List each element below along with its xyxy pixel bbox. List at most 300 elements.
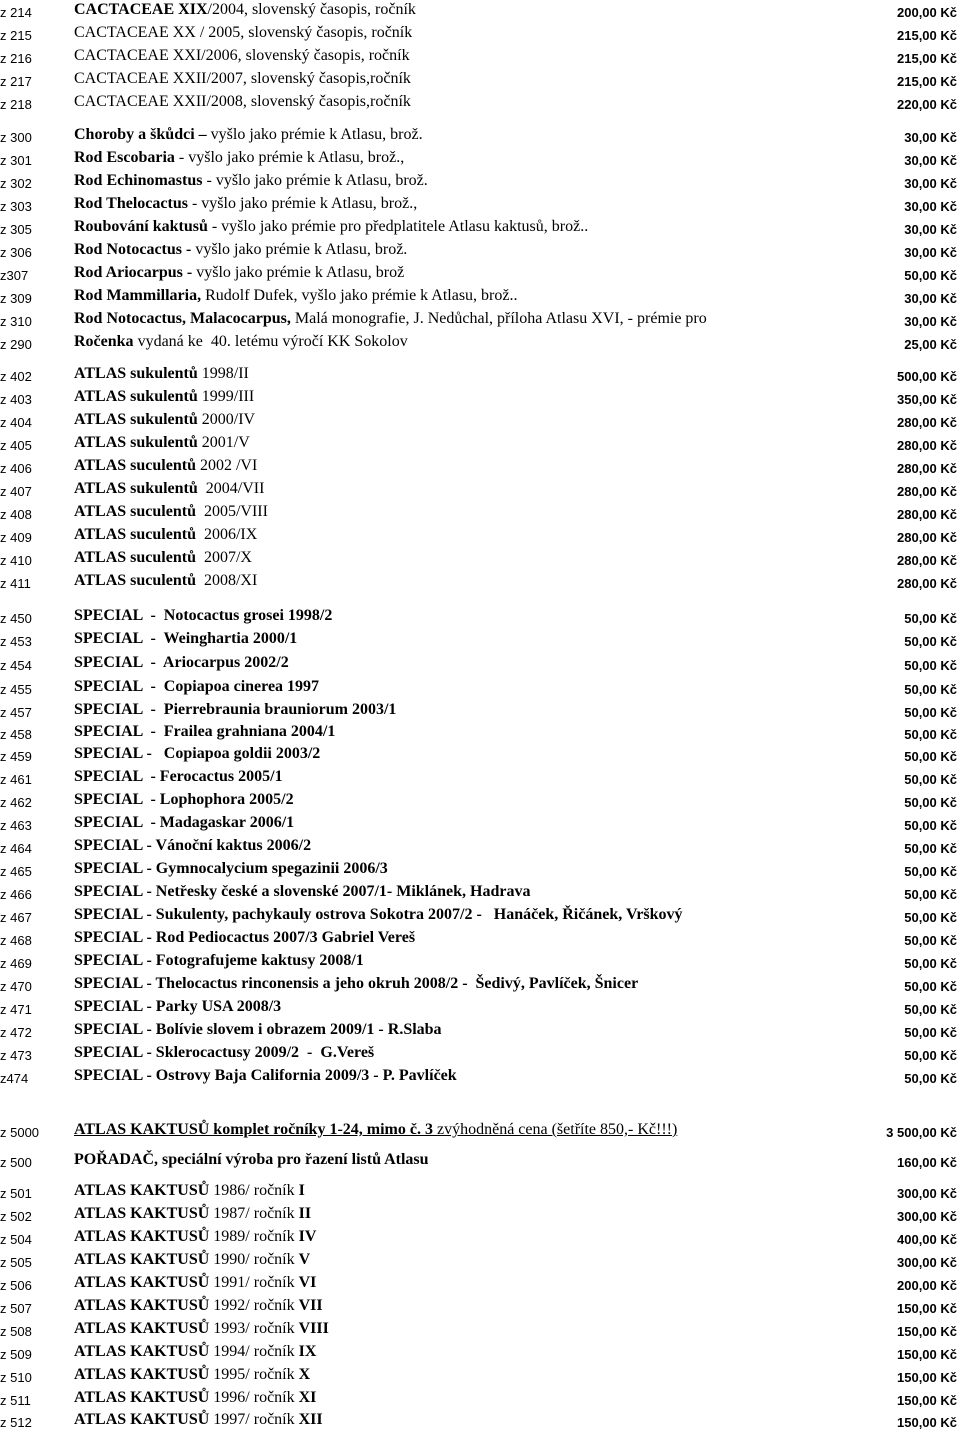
item-description <box>74 790 294 809</box>
item-description <box>74 1043 374 1062</box>
list-item <box>0 1410 960 1432</box>
item-description <box>74 571 257 590</box>
item-title: SPECIAL - Thelocactus rinconensis a jeho okruh 2008/2 - Šedivý, Pavlíček, Šnicer <box>74 975 639 992</box>
item-description <box>74 1066 457 1085</box>
item-code: z 305 <box>0 222 32 237</box>
item-code: z 507 <box>0 1301 32 1316</box>
item-description <box>74 92 411 111</box>
item-title: Rod Ariocarpus - <box>74 264 193 281</box>
item-description <box>74 364 249 383</box>
item-title: ATLAS sukulentů <box>74 480 198 497</box>
list-item <box>0 194 960 216</box>
item-note: 1990/ ročník <box>209 1251 299 1268</box>
item-volume: X <box>298 1366 311 1383</box>
item-title: Rod Echinomastus <box>74 172 203 189</box>
item-title: POŘADAČ, speciální výroba pro řazení listů Atlasu <box>74 1151 429 1168</box>
item-price: 215,00 Kč <box>897 74 957 89</box>
item-code: z 5000 <box>0 1125 40 1140</box>
item-title: Ročenka <box>74 333 134 350</box>
list-item <box>0 286 960 308</box>
item-description <box>74 0 416 19</box>
item-price: 50,00 Kč <box>904 1048 957 1063</box>
item-title: Rod Mammillaria, <box>74 287 202 304</box>
item-price: 350,00 Kč <box>897 392 957 407</box>
item-price: 280,00 Kč <box>897 530 957 545</box>
item-code: z 450 <box>0 611 32 626</box>
item-code: z 464 <box>0 841 32 856</box>
item-description <box>74 951 364 970</box>
item-note: 2002 /VI <box>195 457 258 474</box>
item-description <box>74 1342 316 1361</box>
item-description <box>74 171 428 190</box>
list-item <box>0 1043 960 1065</box>
list-item <box>0 951 960 973</box>
list-item <box>0 928 960 950</box>
item-code: z 457 <box>0 705 32 720</box>
item-volume: VI <box>298 1274 317 1291</box>
item-note: - vyšlo jako prémie pro předplatitele Atlasu kaktusů, brož.. <box>207 218 589 235</box>
item-code: z 463 <box>0 818 32 833</box>
item-volume: XII <box>298 1411 323 1428</box>
item-description <box>74 263 404 282</box>
list-item <box>0 309 960 331</box>
item-description <box>74 859 388 878</box>
item-code: z 465 <box>0 864 32 879</box>
item-note: 2007/X <box>195 549 252 566</box>
item-price: 30,00 Kč <box>904 314 957 329</box>
item-title: Rod Escobaria <box>74 149 175 166</box>
item-title: ATLAS suculentů <box>74 526 196 543</box>
item-description <box>74 1273 316 1292</box>
list-item <box>0 606 960 628</box>
item-description <box>74 1020 442 1039</box>
item-note: - vyšlo jako prémie k Atlasu, brož., <box>174 149 405 166</box>
item-price: 215,00 Kč <box>897 28 957 43</box>
item-title: SPECIAL - Lophophora 2005/2 <box>74 791 294 808</box>
item-description <box>74 653 289 672</box>
item-code: z 471 <box>0 1002 32 1017</box>
item-title: SPECIAL - Vánoční kaktus 2006/2 <box>74 837 312 854</box>
item-code: z 504 <box>0 1232 32 1247</box>
item-title: SPECIAL - Ferocactus 2005/1 <box>74 768 283 785</box>
item-price: 30,00 Kč <box>904 176 957 191</box>
list-item <box>0 46 960 68</box>
item-price: 150,00 Kč <box>897 1347 957 1362</box>
item-code: z 470 <box>0 979 32 994</box>
item-volume: VII <box>298 1297 323 1314</box>
list-item <box>0 0 960 22</box>
item-description <box>74 69 411 88</box>
item-title: SPECIAL - Madagaskar 2006/1 <box>74 814 295 831</box>
item-description <box>74 410 255 429</box>
list-item <box>0 974 960 996</box>
item-price: 300,00 Kč <box>897 1255 957 1270</box>
item-price: 50,00 Kč <box>904 749 957 764</box>
item-description <box>74 1319 329 1338</box>
item-description <box>74 479 264 498</box>
list-item <box>0 240 960 262</box>
item-price: 150,00 Kč <box>897 1393 957 1408</box>
item-description <box>74 148 404 167</box>
list-item <box>0 410 960 432</box>
list-item <box>0 148 960 170</box>
list-item <box>0 1227 960 1249</box>
item-description <box>74 606 332 625</box>
item-description <box>74 309 707 328</box>
list-item <box>0 525 960 547</box>
item-code: z 310 <box>0 314 32 329</box>
list-item <box>0 1250 960 1272</box>
item-code: z 508 <box>0 1324 32 1339</box>
item-price: 50,00 Kč <box>904 979 957 994</box>
item-title: Choroby a škůdci – <box>74 126 207 143</box>
item-code: z 300 <box>0 130 32 145</box>
item-code: z 403 <box>0 392 32 407</box>
item-code: z 505 <box>0 1255 32 1270</box>
list-item <box>0 364 960 386</box>
item-description <box>74 629 297 648</box>
item-title: ATLAS sukulentů <box>74 411 198 428</box>
list-item <box>0 1181 960 1203</box>
item-title: Rod Notocactus, Malacocarpus, <box>74 310 291 327</box>
item-price: 30,00 Kč <box>904 291 957 306</box>
item-price: 150,00 Kč <box>897 1370 957 1385</box>
item-code: z 511 <box>0 1393 31 1408</box>
item-description <box>74 217 588 236</box>
item-note: 1995/ ročník <box>209 1366 299 1383</box>
item-code: z 454 <box>0 658 32 673</box>
item-title: ATLAS KAKTUSŮ <box>74 1343 210 1360</box>
item-title: ATLAS KAKTUSŮ komplet ročníky 1-24, mimo č. 3 <box>74 1121 433 1138</box>
item-note: 1987/ ročník <box>209 1205 299 1222</box>
item-volume: I <box>298 1182 305 1199</box>
item-price: 50,00 Kč <box>904 727 957 742</box>
item-price: 50,00 Kč <box>904 818 957 833</box>
item-volume: IV <box>298 1228 317 1245</box>
item-title: ATLAS suculentů <box>74 457 196 474</box>
item-description <box>74 125 423 144</box>
item-code: z 472 <box>0 1025 32 1040</box>
item-code: z 467 <box>0 910 32 925</box>
item-description <box>74 1296 323 1315</box>
item-description <box>74 974 638 993</box>
item-price: 160,00 Kč <box>897 1155 957 1170</box>
list-item <box>0 171 960 193</box>
item-code: z 502 <box>0 1209 32 1224</box>
item-price: 50,00 Kč <box>904 772 957 787</box>
item-volume: IX <box>298 1343 317 1360</box>
list-item <box>0 456 960 478</box>
item-price: 280,00 Kč <box>897 415 957 430</box>
item-title: Rod Thelocactus <box>74 195 188 212</box>
item-price: 200,00 Kč <box>897 1278 957 1293</box>
list-item <box>0 387 960 409</box>
item-code: z 458 <box>0 727 32 742</box>
item-description <box>74 502 268 521</box>
item-description <box>74 286 517 305</box>
item-code: z 309 <box>0 291 32 306</box>
item-note: vyšlo jako prémie k Atlasu, brož. <box>191 241 408 258</box>
item-code: z 509 <box>0 1347 32 1362</box>
list-item <box>0 677 960 699</box>
item-price: 50,00 Kč <box>904 841 957 856</box>
item-title: SPECIAL - Ostrovy Baja California 2009/3 - P. Pavlíček <box>74 1067 457 1084</box>
list-item <box>0 332 960 354</box>
list-item <box>0 571 960 593</box>
item-title: SPECIAL - Parky USA 2008/3 <box>74 998 282 1015</box>
item-title: ATLAS sukulentů <box>74 434 198 451</box>
list-item <box>0 790 960 812</box>
item-title: SPECIAL - Gymnocalycium spegazinii 2006/3 <box>74 860 388 877</box>
item-price: 300,00 Kč <box>897 1209 957 1224</box>
item-note: 1999/III <box>197 388 255 405</box>
item-note: 2000/IV <box>197 411 256 428</box>
item-title: SPECIAL - Netřesky české a slovenské 2007/1- Miklánek, Hadrava <box>74 883 531 900</box>
item-price: 50,00 Kč <box>904 887 957 902</box>
item-code: z 408 <box>0 507 32 522</box>
item-note: 1994/ ročník <box>209 1343 299 1360</box>
item-price: 50,00 Kč <box>904 910 957 925</box>
item-note: 2004/VII <box>197 480 265 497</box>
list-item <box>0 813 960 835</box>
item-title: CACTACEAE XIX <box>74 1 208 18</box>
item-code: z 306 <box>0 245 32 260</box>
item-description <box>74 46 410 65</box>
item-description <box>74 194 417 213</box>
item-code: z 461 <box>0 772 32 787</box>
item-code: z 409 <box>0 530 32 545</box>
item-code: z 216 <box>0 51 32 66</box>
item-price: 50,00 Kč <box>904 933 957 948</box>
item-description <box>74 1120 677 1139</box>
item-price: 25,00 Kč <box>904 337 957 352</box>
item-note: zvýhodněná cena (šetříte 850,- Kč!!!) <box>432 1121 678 1138</box>
item-price: 400,00 Kč <box>897 1232 957 1247</box>
item-price: 50,00 Kč <box>904 795 957 810</box>
item-note: vyšlo jako prémie k Atlasu, brož <box>192 264 405 281</box>
item-note: Malá monografie, J. Nedůchal, příloha Atlasu XVI, - prémie pro <box>290 310 707 327</box>
item-title: ATLAS KAKTUSŮ <box>74 1251 210 1268</box>
item-price: 3 500,00 Kč <box>886 1125 957 1140</box>
item-title: SPECIAL - Rod Pediocactus 2007/3 Gabriel Vereš <box>74 929 416 946</box>
item-note: 2005/VIII <box>195 503 268 520</box>
item-note: 1986/ ročník <box>209 1182 299 1199</box>
item-title: ATLAS KAKTUSŮ <box>74 1320 210 1337</box>
item-volume: VIII <box>298 1320 329 1337</box>
item-title: SPECIAL - Fotografujeme kaktusy 2008/1 <box>74 952 364 969</box>
item-code: z 217 <box>0 74 32 89</box>
item-title: ATLAS suculentů <box>74 572 196 589</box>
item-note: Rudolf Dufek, vyšlo jako prémie k Atlasu, brož.. <box>201 287 518 304</box>
item-title: ATLAS KAKTUSŮ <box>74 1228 210 1245</box>
item-code: z 406 <box>0 461 32 476</box>
list-item <box>0 1273 960 1295</box>
list-item <box>0 629 960 651</box>
item-price: 220,00 Kč <box>897 97 957 112</box>
list-item <box>0 92 960 114</box>
list-item <box>0 548 960 570</box>
item-price: 280,00 Kč <box>897 461 957 476</box>
item-code: z 459 <box>0 749 32 764</box>
item-description <box>74 744 320 763</box>
list-item <box>0 23 960 45</box>
item-title: ATLAS KAKTUSŮ <box>74 1411 210 1428</box>
item-title: ATLAS sukulentů <box>74 388 198 405</box>
item-title: ATLAS KAKTUSŮ <box>74 1205 210 1222</box>
list-item <box>0 1066 960 1088</box>
item-code: z 404 <box>0 415 32 430</box>
item-title: SPECIAL - Bolívie slovem i obrazem 2009/1 - R.Slaba <box>74 1021 442 1038</box>
item-note: CACTACEAE XX / 2005, slovenský časopis, ročník <box>74 24 413 41</box>
item-code: z 469 <box>0 956 32 971</box>
item-note: 1992/ ročník <box>209 1297 299 1314</box>
item-price: 50,00 Kč <box>904 268 957 283</box>
item-price: 50,00 Kč <box>904 864 957 879</box>
item-code: z 501 <box>0 1186 32 1201</box>
item-price: 50,00 Kč <box>904 611 957 626</box>
list-item <box>0 1388 960 1410</box>
item-description <box>74 722 335 741</box>
item-price: 50,00 Kč <box>904 634 957 649</box>
item-code: z 290 <box>0 337 32 352</box>
item-code: z307 <box>0 268 29 283</box>
item-price: 30,00 Kč <box>904 199 957 214</box>
item-code: z 510 <box>0 1370 32 1385</box>
item-code: z 468 <box>0 933 32 948</box>
item-code: z 302 <box>0 176 32 191</box>
list-item <box>0 1020 960 1042</box>
item-description <box>74 905 683 924</box>
item-description <box>74 1250 310 1269</box>
item-title: SPECIAL - Sklerocactusy 2009/2 - G.Vereš <box>74 1044 375 1061</box>
item-note: 2008/XI <box>195 572 258 589</box>
list-item <box>0 767 960 789</box>
item-code: z 462 <box>0 795 32 810</box>
item-price: 50,00 Kč <box>904 1071 957 1086</box>
list-item <box>0 1319 960 1341</box>
item-title: ATLAS suculentů <box>74 549 196 566</box>
item-title: SPECIAL - Frailea grahniana 2004/1 <box>74 723 336 740</box>
item-description <box>74 1365 310 1384</box>
item-note: CACTACEAE XXII/2008, slovenský časopis,ročník <box>74 93 411 110</box>
item-price: 150,00 Kč <box>897 1301 957 1316</box>
item-price: 280,00 Kč <box>897 553 957 568</box>
item-volume: V <box>298 1251 311 1268</box>
item-title: Roubování kaktusů <box>74 218 208 235</box>
list-item <box>0 1342 960 1364</box>
item-title: ATLAS sukulentů <box>74 365 198 382</box>
item-description <box>74 456 257 475</box>
list-item <box>0 905 960 927</box>
item-price: 150,00 Kč <box>897 1324 957 1339</box>
item-title: Rod Notocactus - <box>74 241 192 258</box>
item-code: z 453 <box>0 634 32 649</box>
item-price: 30,00 Kč <box>904 245 957 260</box>
item-description <box>74 1410 323 1429</box>
list-item <box>0 479 960 501</box>
item-code: z 215 <box>0 28 32 43</box>
item-description <box>74 525 257 544</box>
item-description <box>74 997 281 1016</box>
item-description <box>74 387 254 406</box>
item-title: SPECIAL - Copiapoa goldii 2003/2 <box>74 745 321 762</box>
item-note: vyšlo jako prémie k Atlasu, brož. <box>206 126 423 143</box>
item-price: 50,00 Kč <box>904 705 957 720</box>
item-price: 280,00 Kč <box>897 507 957 522</box>
item-volume: II <box>298 1205 312 1222</box>
list-item <box>0 1150 960 1172</box>
item-description <box>74 1204 311 1223</box>
item-code: z 455 <box>0 682 32 697</box>
item-note: CACTACEAE XXII/2007, slovenský časopis,ročník <box>74 70 411 87</box>
list-item <box>0 744 960 766</box>
item-description <box>74 1181 305 1200</box>
list-item <box>0 263 960 285</box>
list-item <box>0 433 960 455</box>
list-item <box>0 700 960 722</box>
item-title: SPECIAL - Weinghartia 2000/1 <box>74 630 298 647</box>
item-price: 50,00 Kč <box>904 682 957 697</box>
item-note: 1996/ ročník <box>209 1389 299 1406</box>
list-item <box>0 125 960 147</box>
item-note: 1997/ ročník <box>209 1411 299 1428</box>
item-price: 280,00 Kč <box>897 484 957 499</box>
list-item <box>0 1365 960 1387</box>
item-title: ATLAS KAKTUSŮ <box>74 1389 210 1406</box>
item-description <box>74 836 311 855</box>
list-item <box>0 502 960 524</box>
item-code: z 512 <box>0 1415 32 1430</box>
item-description <box>74 1227 316 1246</box>
item-price: 280,00 Kč <box>897 576 957 591</box>
item-note: - vyšlo jako prémie k Atlasu, brož. <box>202 172 428 189</box>
item-description <box>74 677 319 696</box>
list-item <box>0 653 960 675</box>
item-note: 1989/ ročník <box>209 1228 299 1245</box>
item-note: 1991/ ročník <box>209 1274 299 1291</box>
item-description <box>74 700 396 719</box>
item-code: z 301 <box>0 153 32 168</box>
item-description <box>74 813 294 832</box>
item-price: 30,00 Kč <box>904 153 957 168</box>
item-note: 1993/ ročník <box>209 1320 299 1337</box>
item-code: z474 <box>0 1071 29 1086</box>
list-item <box>0 1120 960 1142</box>
item-code: z 303 <box>0 199 32 214</box>
item-code: z 473 <box>0 1048 32 1063</box>
list-item <box>0 859 960 881</box>
item-price: 50,00 Kč <box>904 658 957 673</box>
list-item <box>0 722 960 744</box>
item-volume: XI <box>298 1389 317 1406</box>
item-title: SPECIAL - Notocactus grosei 1998/2 <box>74 607 333 624</box>
item-code: z 466 <box>0 887 32 902</box>
item-price: 280,00 Kč <box>897 438 957 453</box>
list-item <box>0 217 960 239</box>
item-price: 215,00 Kč <box>897 51 957 66</box>
item-title: SPECIAL - Ariocarpus 2002/2 <box>74 654 289 671</box>
item-code: z 218 <box>0 97 32 112</box>
item-code: z 411 <box>0 576 31 591</box>
item-note: /2004, slovenský časopis, ročník <box>207 1 416 18</box>
item-description <box>74 23 412 42</box>
item-description <box>74 548 252 567</box>
item-description <box>74 882 530 901</box>
item-code: z 410 <box>0 553 32 568</box>
item-price: 300,00 Kč <box>897 1186 957 1201</box>
item-note: 2006/IX <box>195 526 258 543</box>
item-note: vydaná ke 40. letému výročí KK Sokolov <box>133 333 408 350</box>
